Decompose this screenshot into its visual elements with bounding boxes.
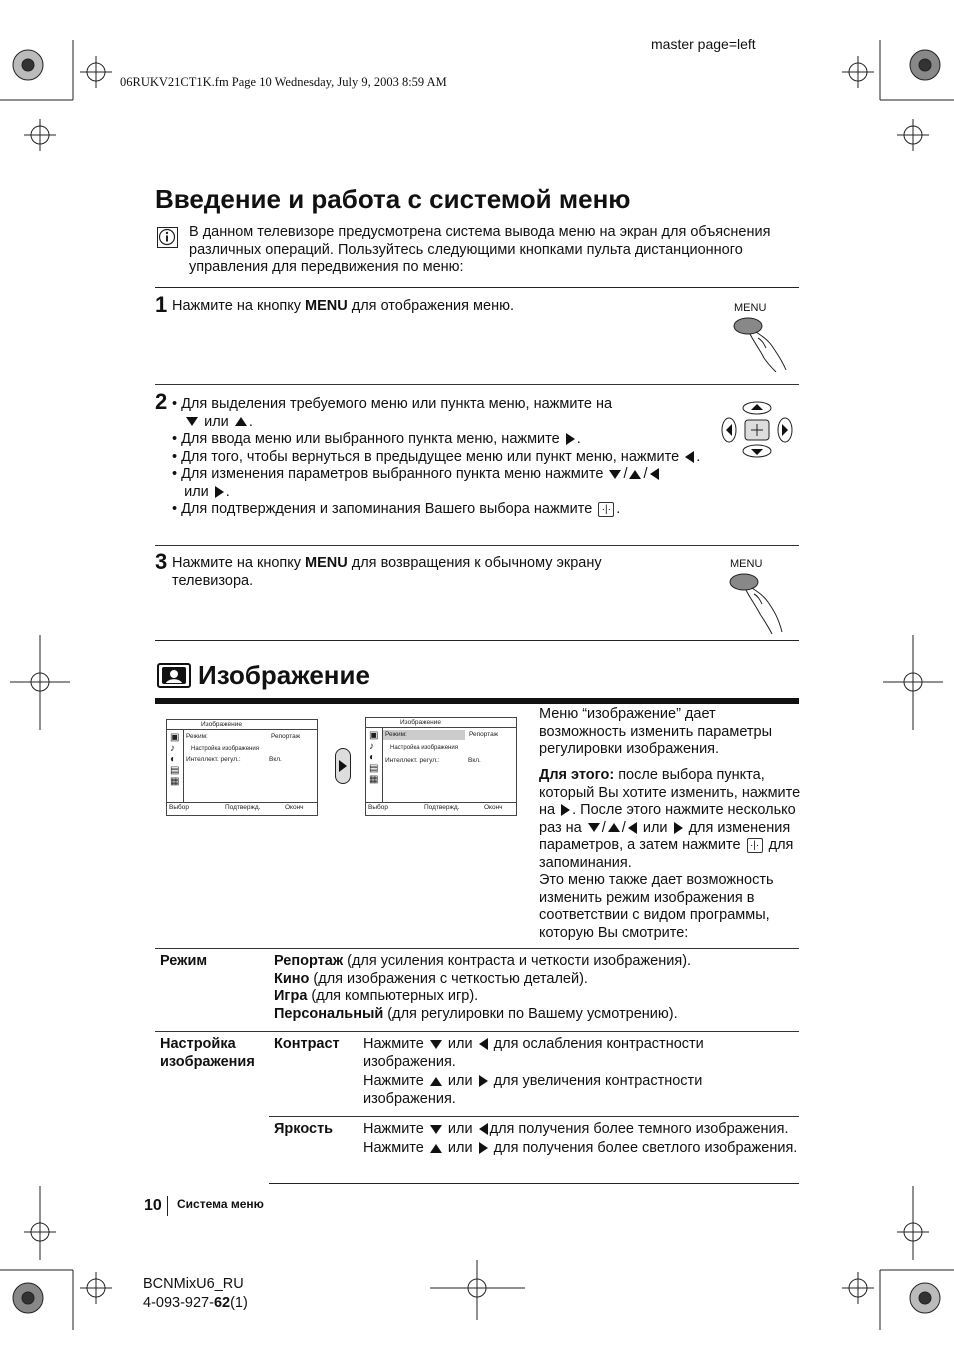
mode-game: Игра (для компьютерных игр). <box>274 988 479 1004</box>
table-label-adjust <box>160 1036 255 1071</box>
section-title-menu-intro: Введение и работа с системой меню <box>155 184 631 214</box>
arrow-left-icon <box>628 822 637 834</box>
section-title-picture: Изображение <box>198 660 370 690</box>
arrow-right-icon <box>674 822 683 834</box>
menu-key-label: MENU <box>305 298 348 314</box>
divider <box>155 640 799 641</box>
tv-menu-intellect: Интеллект. регул.: <box>186 756 241 763</box>
brightness-darker: Нажмите или для получения более темного изображения. <box>363 1121 789 1137</box>
menu-key-label: MENU <box>305 555 348 571</box>
arrow-up-icon <box>235 417 247 426</box>
howto-text-4: для изменения параметров, а затем нажмите <box>539 819 791 853</box>
arrow-right-icon <box>566 433 575 445</box>
table-row-border <box>155 1031 799 1032</box>
bullet-enter-text: Для ввода меню или выбранного пункта меню, нажмите <box>181 431 560 447</box>
tv-menu-footer-select: Выбор <box>368 804 388 811</box>
step-1-text <box>172 298 514 316</box>
table-top-border <box>155 948 799 949</box>
arrow-up-icon <box>430 1077 442 1086</box>
step-2-bullets <box>172 396 712 519</box>
arrow-left-icon <box>650 468 659 480</box>
arrow-up-icon <box>608 823 620 832</box>
bullet-change: • Для изменения параметров выбранного пункта меню нажмите / / или . <box>172 466 712 501</box>
table-label-contrast: Контраст <box>274 1036 340 1052</box>
tv-menu-footer-confirm: Подтвержд. <box>225 804 261 811</box>
page-number: 10 <box>144 1197 162 1214</box>
remote-menu-button-illustration <box>724 558 794 634</box>
bullet-select-text: Для выделения требуемого меню или пункта меню, нажмите на <box>181 396 613 412</box>
tv-menu-icons: ▣ ♪ ◐ ▤ ▦ <box>369 730 379 785</box>
step-1-number: 1 <box>155 292 168 317</box>
howto-text-1: после выбора пункта, который Вы хотите изменить, нажмите на <box>539 767 801 818</box>
tv-menu-intellect: Интеллект. регул.: <box>385 757 440 764</box>
bullet-change-text: Для изменения параметров выбранного пункта меню нажмите <box>181 466 604 482</box>
divider <box>155 287 799 288</box>
howto-label: Для этого: <box>539 767 615 783</box>
arrow-down-icon <box>430 1040 442 1049</box>
bullet-confirm-text: Для подтверждения и запоминания Вашего выбора нажмите <box>181 501 593 517</box>
table-mode-values <box>274 953 799 1023</box>
bullet-enter: • Для ввода меню или выбранного пункта меню, нажмите . <box>172 431 581 447</box>
tv-menu-screen-selected <box>365 717 517 816</box>
step-1-post: для отображения меню. <box>347 298 514 314</box>
step-3-text <box>172 555 652 590</box>
picture-howto: Для этого: после выбора пункта, который Вы хотите изменить, нажмите на . После этого нажмите несколько раз на / / или для изменения параметров, а затем нажмите ·|· для запоминания. Это меню также дает возможность изменить режим изображения в соответствии с видом программы, которую Вы смотрите: <box>539 767 801 941</box>
arrow-right-icon <box>479 1075 488 1087</box>
footer-separator <box>167 1196 168 1216</box>
remote-menu-button-illustration <box>728 302 798 372</box>
info-icon <box>157 227 178 248</box>
arrow-down-icon <box>186 417 198 426</box>
arrow-right-icon <box>479 1142 488 1154</box>
table-label-mode: Режим <box>160 953 208 969</box>
tv-menu-footer-end: Оконч <box>285 804 304 811</box>
arrow-up-icon <box>430 1144 442 1153</box>
master-page-label: master page=left <box>651 36 756 52</box>
arrow-left-icon <box>479 1123 488 1135</box>
step-2-number: 2 <box>155 389 168 414</box>
howto-text-6: Это меню также дает возможность изменить режим изображения в соответствии с видом программы, которую Вы смотрите: <box>539 872 774 941</box>
tv-menu-mode-value: Репортаж <box>469 731 499 738</box>
or-text: или <box>184 483 209 500</box>
tv-menu-title: Изображение <box>400 719 441 726</box>
arrow-down-icon <box>430 1125 442 1134</box>
table-label-brightness: Яркость <box>274 1121 334 1137</box>
picture-icon <box>157 663 191 688</box>
picture-description: Меню “изображение” дает возможность изменить параметры регулировки изображения. <box>539 706 773 757</box>
footer-section: Система меню <box>177 1197 264 1211</box>
tv-menu-mode-value: Репортаж <box>271 733 301 740</box>
bullet-select: • Для выделения требуемого меню или пункта меню, нажмите на или . <box>172 396 613 430</box>
tv-menu-adjust: Настройка изображения <box>191 746 259 752</box>
step-1-pre: Нажмите на кнопку <box>172 298 306 314</box>
step-3-post: для возвращения к обычному экрану телевизора. <box>172 555 602 589</box>
adjust-label-line2: изображения <box>160 1053 255 1070</box>
ok-button-icon: ·|· <box>598 502 614 517</box>
bullet-back: • Для того, чтобы вернуться в предыдущее меню или пункт меню, нажмите . <box>172 448 701 465</box>
arrow-right-icon <box>561 804 570 816</box>
divider <box>155 545 799 546</box>
tv-menu-intellect-value: Вкл. <box>468 757 481 764</box>
tv-menu-screen <box>166 719 318 816</box>
tv-menu-adjust: Настройка изображения <box>390 745 458 751</box>
contrast-increase: Нажмите или для увеличения контрастности изображения. <box>363 1073 703 1107</box>
or-text: или <box>204 413 229 430</box>
mode-personal: Персональный (для регулировки по Вашему усмотрению). <box>274 1005 678 1022</box>
contrast-decrease: Нажмите или для ослабления контрастности изображения. <box>363 1036 704 1070</box>
arrow-down-icon <box>588 823 600 832</box>
tv-menu-icons: ▣ ♪ ◐ ▤ ▦ <box>170 732 180 787</box>
doc-code: BCNMixU6_RU <box>143 1276 244 1292</box>
tv-menu-footer-select: Выбор <box>169 804 189 811</box>
table-bottom-border <box>269 1183 799 1184</box>
step-3-number: 3 <box>155 549 168 574</box>
arrow-left-icon <box>685 451 694 463</box>
doc-part-number: 4-093-927-62(1) <box>143 1295 248 1311</box>
ok-button-icon: ·|· <box>747 838 763 853</box>
arrow-down-icon <box>609 470 621 479</box>
arrow-left-icon <box>479 1038 488 1050</box>
arrow-right-icon <box>215 486 224 498</box>
mode-reportage: Репортаж (для усиления контраста и четкости изображения). <box>274 953 692 969</box>
table-subrow-border <box>269 1116 799 1117</box>
howto-text-5: для запоминания. <box>539 837 794 871</box>
tv-menu-title: Изображение <box>201 721 242 728</box>
howto-text-2: . После этого нажмите несколько раз на <box>539 802 796 836</box>
step-3-pre: Нажмите на кнопку <box>172 555 306 571</box>
tv-menu-intellect-value: Вкл. <box>269 756 282 763</box>
howto-text-3: или <box>642 819 668 836</box>
intro-text: В данном телевизоре предусмотрена система вывода меню на экран для объяснения различных операций. Пользуйтесь следующими кнопками пульта дистанционного управления для передвижения по меню: <box>189 224 771 275</box>
remote-dpad-illustration <box>720 400 794 460</box>
tv-menu-footer-confirm: Подтвержд. <box>424 804 460 811</box>
mode-cinema: Кино (для изображения с четкостью деталей). <box>274 970 588 987</box>
menu-label: MENU <box>730 558 763 570</box>
adjust-label-line1: Настройка <box>160 1036 236 1052</box>
bullet-back-text: Для того, чтобы вернуться в предыдущее меню или пункт меню, нажмите <box>181 448 680 465</box>
menu-label: MENU <box>734 302 767 314</box>
arrow-up-icon <box>629 470 641 479</box>
arrow-right-icon <box>335 748 351 784</box>
thick-divider <box>155 698 799 704</box>
tv-menu-footer-end: Оконч <box>484 804 503 811</box>
tv-menu-mode: Режим: <box>186 733 208 740</box>
bullet-confirm: • Для подтверждения и запоминания Вашего выбора нажмите ·|· . <box>172 501 621 517</box>
tv-menu-mode: Режим: <box>385 731 407 738</box>
divider <box>155 384 799 385</box>
brightness-lighter: Нажмите или для получения более светлого изображения. <box>363 1140 798 1156</box>
file-info: 06RUKV21CT1K.fm Page 10 Wednesday, July 9, 2003 8:59 AM <box>120 75 447 89</box>
